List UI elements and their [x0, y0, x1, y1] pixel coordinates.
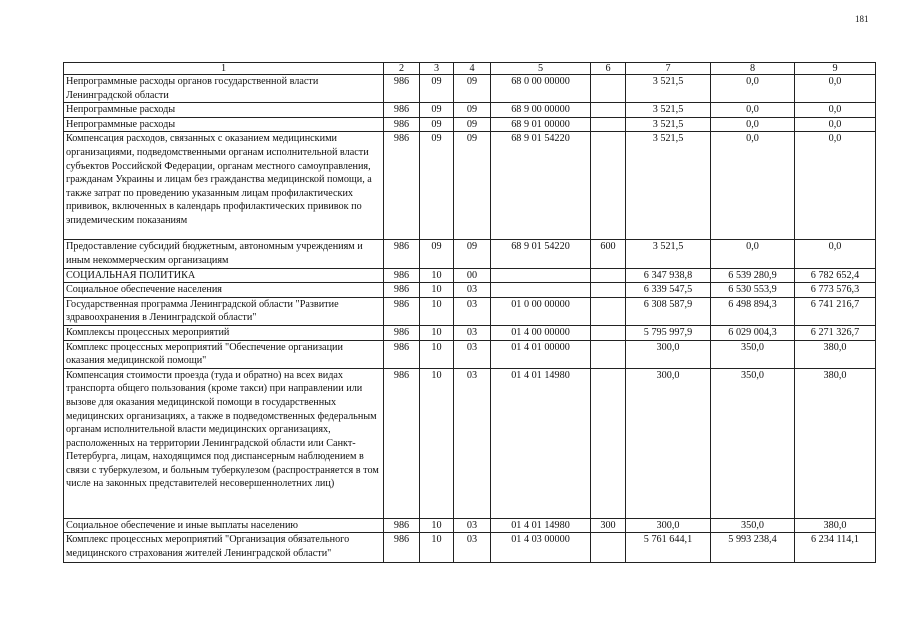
- row-ved: 986: [384, 268, 420, 283]
- row-name: Комплексы процессных мероприятий: [64, 325, 384, 340]
- row-ved: 986: [384, 283, 420, 298]
- table-row: [64, 368, 876, 518]
- table-header-row: [64, 63, 876, 75]
- row-rz: 10: [420, 368, 454, 518]
- table-row: [64, 340, 876, 368]
- row-pr: 00: [454, 268, 491, 283]
- row-csr: 68 9 01 54220: [491, 240, 591, 268]
- row-amount-3: 380,0: [795, 340, 876, 368]
- row-ved: 986: [384, 518, 420, 533]
- table-row: [64, 325, 876, 340]
- row-ved: 986: [384, 75, 420, 103]
- row-csr: 68 9 01 54220: [491, 132, 591, 240]
- row-amount-2: 6 498 894,3: [711, 297, 795, 325]
- row-amount-1: 6 347 938,8: [626, 268, 711, 283]
- row-ved: 986: [384, 103, 420, 118]
- column-header: 2: [384, 63, 420, 75]
- row-amount-1: 300,0: [626, 368, 711, 518]
- column-header: 4: [454, 63, 491, 75]
- row-amount-3: 6 234 114,1: [795, 533, 876, 563]
- row-amount-1: 5 761 644,1: [626, 533, 711, 563]
- row-ved: 986: [384, 117, 420, 132]
- row-amount-2: 6 029 004,3: [711, 325, 795, 340]
- row-name: Непрограммные расходы: [64, 103, 384, 118]
- row-amount-3: 0,0: [795, 103, 876, 118]
- row-pr: 03: [454, 340, 491, 368]
- row-csr: 01 0 00 00000: [491, 297, 591, 325]
- row-amount-3: 0,0: [795, 117, 876, 132]
- row-pr: 03: [454, 297, 491, 325]
- row-name: СОЦИАЛЬНАЯ ПОЛИТИКА: [64, 268, 384, 283]
- table-row: [64, 533, 876, 563]
- row-csr: 01 4 03 00000: [491, 533, 591, 563]
- row-pr: 03: [454, 325, 491, 340]
- row-ved: 986: [384, 325, 420, 340]
- row-csr: 68 0 00 00000: [491, 75, 591, 103]
- row-vr: [591, 103, 626, 118]
- row-amount-2: 0,0: [711, 240, 795, 268]
- row-rz: 10: [420, 325, 454, 340]
- row-pr: 09: [454, 75, 491, 103]
- row-vr: [591, 75, 626, 103]
- row-amount-3: 380,0: [795, 368, 876, 518]
- table-row: [64, 283, 876, 298]
- row-vr: [591, 297, 626, 325]
- row-rz: 10: [420, 297, 454, 325]
- column-header: 6: [591, 63, 626, 75]
- row-ved: 986: [384, 368, 420, 518]
- row-amount-2: 350,0: [711, 518, 795, 533]
- page-number: 181: [855, 14, 869, 24]
- column-header: 9: [795, 63, 876, 75]
- row-amount-3: 0,0: [795, 132, 876, 240]
- row-csr: 01 4 01 14980: [491, 368, 591, 518]
- row-rz: 09: [420, 103, 454, 118]
- row-amount-2: 0,0: [711, 132, 795, 240]
- row-rz: 09: [420, 75, 454, 103]
- row-vr: [591, 368, 626, 518]
- row-name: Компенсация расходов, связанных с оказанием медицинскими организациями, подведомственными органам исполнительной власти субъектов Российской Федерации, органам местного самоуправления, гражданам Украины и лицам без гражданства медицинской помощи, а также затрат по проведению указанным лицам профилактических прививок, включенных в календарь профилактических прививок по эпидемическим показаниям: [64, 132, 384, 240]
- row-vr: [591, 533, 626, 563]
- row-rz: 09: [420, 132, 454, 240]
- row-amount-1: 3 521,5: [626, 240, 711, 268]
- row-csr: 01 4 00 00000: [491, 325, 591, 340]
- row-vr: 300: [591, 518, 626, 533]
- row-rz: 09: [420, 240, 454, 268]
- row-amount-3: 6 271 326,7: [795, 325, 876, 340]
- row-vr: [591, 283, 626, 298]
- row-csr: 01 4 01 14980: [491, 518, 591, 533]
- row-vr: [591, 340, 626, 368]
- row-pr: 09: [454, 103, 491, 118]
- row-amount-2: 0,0: [711, 117, 795, 132]
- row-name: Государственная программа Ленинградской области "Развитие здравоохранения в Ленинградской области": [64, 297, 384, 325]
- row-amount-2: 6 539 280,9: [711, 268, 795, 283]
- table-row: [64, 132, 876, 240]
- row-amount-3: 6 741 216,7: [795, 297, 876, 325]
- table-row: [64, 518, 876, 533]
- row-vr: 600: [591, 240, 626, 268]
- row-rz: 10: [420, 533, 454, 563]
- row-amount-1: 300,0: [626, 340, 711, 368]
- row-vr: [591, 132, 626, 240]
- row-name: Социальное обеспечение и иные выплаты населению: [64, 518, 384, 533]
- row-rz: 10: [420, 268, 454, 283]
- row-vr: [591, 325, 626, 340]
- row-amount-1: 300,0: [626, 518, 711, 533]
- row-name: Комплекс процессных мероприятий "Организация обязательного медицинского страхования жителей Ленинградской области": [64, 533, 384, 563]
- row-amount-3: 6 773 576,3: [795, 283, 876, 298]
- table-row: [64, 240, 876, 268]
- row-amount-2: 5 993 238,4: [711, 533, 795, 563]
- row-amount-2: 0,0: [711, 75, 795, 103]
- column-header: 7: [626, 63, 711, 75]
- row-csr: [491, 283, 591, 298]
- row-pr: 03: [454, 368, 491, 518]
- row-csr: 01 4 01 00000: [491, 340, 591, 368]
- column-header: 3: [420, 63, 454, 75]
- column-header: 1: [64, 63, 384, 75]
- row-amount-2: 350,0: [711, 368, 795, 518]
- row-ved: 986: [384, 297, 420, 325]
- row-vr: [591, 268, 626, 283]
- table-row: [64, 103, 876, 118]
- row-pr: 03: [454, 518, 491, 533]
- row-name: Непрограммные расходы органов государственной власти Ленинградской области: [64, 75, 384, 103]
- row-amount-2: 350,0: [711, 340, 795, 368]
- row-amount-1: 6 308 587,9: [626, 297, 711, 325]
- table-row: [64, 268, 876, 283]
- row-rz: 10: [420, 283, 454, 298]
- row-ved: 986: [384, 340, 420, 368]
- column-header: 8: [711, 63, 795, 75]
- row-pr: 09: [454, 132, 491, 240]
- table-row: [64, 117, 876, 132]
- row-pr: 03: [454, 283, 491, 298]
- row-name: Непрограммные расходы: [64, 117, 384, 132]
- row-name: Предоставление субсидий бюджетным, автономным учреждениям и иным некоммерческим организациям: [64, 240, 384, 268]
- row-csr: 68 9 00 00000: [491, 103, 591, 118]
- row-amount-1: 3 521,5: [626, 132, 711, 240]
- row-amount-1: 5 795 997,9: [626, 325, 711, 340]
- row-amount-3: 380,0: [795, 518, 876, 533]
- row-name: Комплекс процессных мероприятий "Обеспечение организации оказания медицинской помощи": [64, 340, 384, 368]
- row-name: Социальное обеспечение населения: [64, 283, 384, 298]
- row-rz: 09: [420, 117, 454, 132]
- row-ved: 986: [384, 132, 420, 240]
- row-rz: 10: [420, 518, 454, 533]
- row-ved: 986: [384, 240, 420, 268]
- table-row: [64, 297, 876, 325]
- row-amount-1: 6 339 547,5: [626, 283, 711, 298]
- budget-table: [63, 62, 876, 563]
- row-rz: 10: [420, 340, 454, 368]
- row-amount-2: 0,0: [711, 103, 795, 118]
- row-amount-3: 6 782 652,4: [795, 268, 876, 283]
- row-ved: 986: [384, 533, 420, 563]
- row-amount-1: 3 521,5: [626, 75, 711, 103]
- row-amount-3: 0,0: [795, 240, 876, 268]
- column-header: 5: [491, 63, 591, 75]
- row-vr: [591, 117, 626, 132]
- row-name: Компенсация стоимости проезда (туда и обратно) на всех видах транспорта общего пользования (кроме такси) при направлении или вызове для оказания медицинской помощи в государственных медицинских организациях, а также в подведомственных федеральным органам исполнительной власти медицинских организациях, расположенных на территории Ленинградской области или Санкт-Петербурга, лицам, находящимся под диспансерным наблюдением в связи с туберкулезом, и больным туберкулезом (распространяется в том числе на законных представителей несовершеннолетних лиц): [64, 368, 384, 518]
- row-amount-3: 0,0: [795, 75, 876, 103]
- table-row: [64, 75, 876, 103]
- row-csr: 68 9 01 00000: [491, 117, 591, 132]
- row-pr: 09: [454, 240, 491, 268]
- row-pr: 09: [454, 117, 491, 132]
- row-amount-1: 3 521,5: [626, 117, 711, 132]
- row-pr: 03: [454, 533, 491, 563]
- row-amount-2: 6 530 553,9: [711, 283, 795, 298]
- row-csr: [491, 268, 591, 283]
- row-amount-1: 3 521,5: [626, 103, 711, 118]
